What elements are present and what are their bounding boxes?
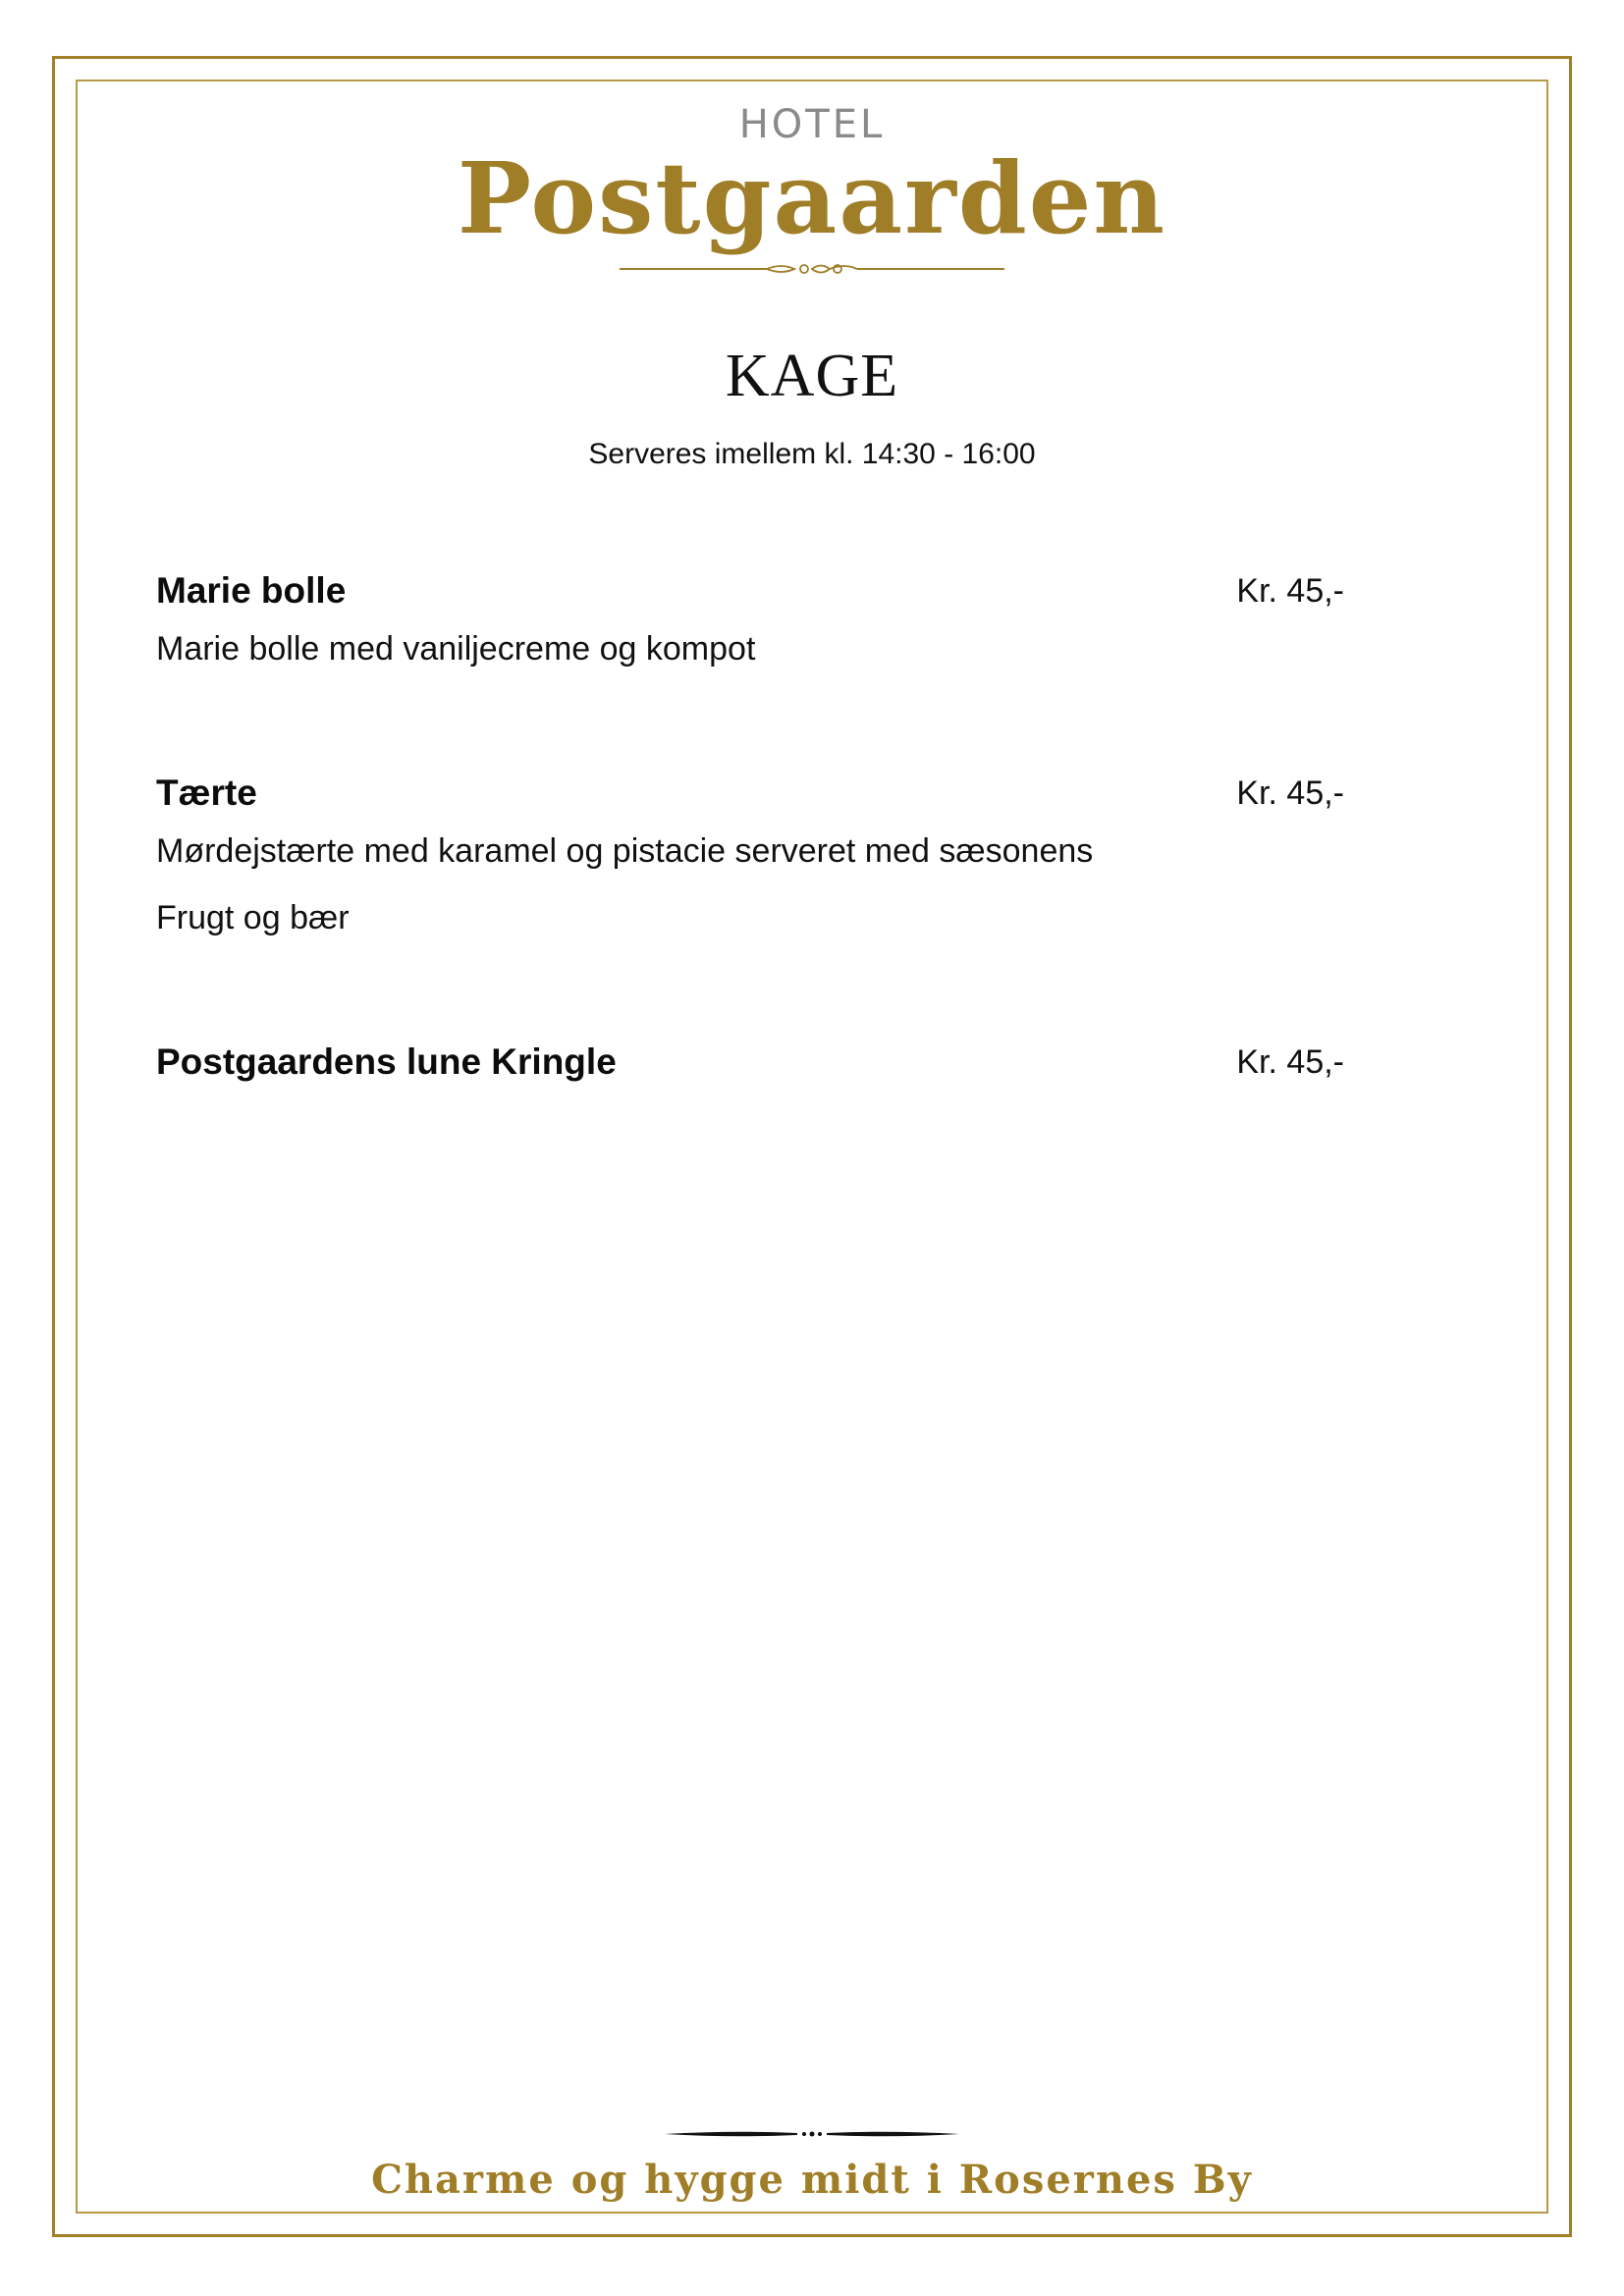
menu-item-description-line: Mørdejstærte med karamel og pistacie serveret med sæsonens: [156, 832, 1094, 870]
menu-item-price: Kr. 45,-: [1236, 572, 1344, 610]
menu-item: [156, 569, 1344, 682]
menu-item-description: [156, 615, 1344, 682]
menu-item-name: Tærte: [156, 773, 257, 813]
footer-motto: Charme og hygge midt i Rosernes By: [371, 2157, 1253, 2203]
hotel-logo: [0, 103, 1624, 276]
menu-item-name: Postgaardens lune Kringle: [156, 1041, 617, 1082]
menu-item-description-line: Frugt og bær: [156, 899, 350, 936]
flourish-ornament-icon: [620, 262, 1004, 276]
menu-serving-time: Serveres imellem kl. 14:30 - 16:00: [588, 438, 1036, 470]
logo-hotel-name: Postgaarden: [457, 140, 1167, 256]
menu-item-description: [156, 818, 1344, 951]
menu-item-price: Kr. 45,-: [1236, 774, 1344, 812]
menu-item-price: Kr. 45,-: [1236, 1043, 1344, 1081]
logo-hotel-label: HOTEL: [738, 102, 886, 147]
menu-item-description-line: Marie bolle med vaniljecreme og kompot: [156, 630, 756, 667]
footer-divider-ornament-icon: [665, 2129, 959, 2139]
menu-title: KAGE: [725, 343, 899, 409]
menu-item: [156, 772, 1344, 951]
menu-item: [156, 1041, 1344, 1084]
menu-item-name: Marie bolle: [156, 570, 347, 611]
